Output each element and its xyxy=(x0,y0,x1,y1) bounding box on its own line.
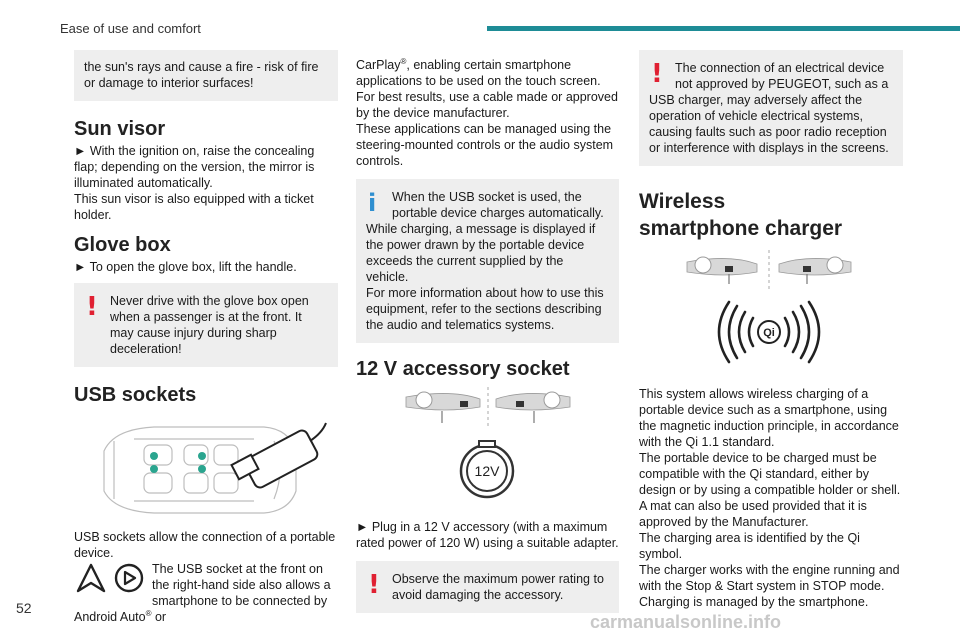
usb-dot xyxy=(198,465,206,473)
dashboard-location-illustration xyxy=(356,383,619,433)
wireless-text-5: The charger works with the engine running and with the Stop & Start system in STOP mode. xyxy=(639,563,900,593)
socket-warning-text: Observe the maximum power rating to avoid damaging the accessory. xyxy=(392,572,604,602)
wireless-heading: Wireless smartphone charger xyxy=(639,190,843,240)
glove-box-text-1: ► To open the glove box, lift the handle. xyxy=(74,260,297,274)
usb-info-text-2: While charging, a message is displayed if the power drawn by the portable device exceeds the current supplied by the vehicle. xyxy=(366,222,596,284)
socket-heading: 12 V accessory socket xyxy=(356,358,570,380)
header-accent-bar xyxy=(487,26,960,31)
socket-12v-label: 12V xyxy=(474,463,500,479)
wireless-text-1: This system allows wireless charging of a portable device such as a smartphone, using the magnetic induction principle, in accordance with the Qi 1.1 standard. xyxy=(639,387,899,449)
socket-warning xyxy=(356,561,619,613)
wireless-text-6: Charging is managed by the smartphone. xyxy=(639,595,869,609)
usb-android-paragraph xyxy=(74,561,338,625)
warning-icon: ! xyxy=(368,570,380,600)
sun-visor-heading: Sun visor xyxy=(74,118,166,140)
column-1 xyxy=(74,50,338,625)
glove-box-warning xyxy=(74,283,338,367)
sun-visor-text-2: This sun visor is also equipped with a ticket holder. xyxy=(74,192,314,222)
usb-text-2-end: or xyxy=(151,610,167,624)
page-number: 52 xyxy=(16,600,32,616)
usb-text-2: The USB socket at the front on the right-hand side also allows a smartphone to be connected by Android Auto xyxy=(74,562,331,624)
device-warning-rest: USB charger, may adversely affect the operation of vehicle electrical systems, causing faults such as poor radio reception or interference with displays in the screens. xyxy=(649,93,889,155)
usb-dot xyxy=(198,452,206,460)
usb-car-illustration xyxy=(74,411,338,521)
usb-info-lead: When the USB socket is used, the portable device charges automatically. xyxy=(392,190,604,220)
usb-dot xyxy=(150,452,158,460)
glove-box-heading: Glove box xyxy=(74,234,171,256)
usb-dot xyxy=(150,465,158,473)
usb-sockets-heading: USB sockets xyxy=(74,384,197,406)
fire-risk-text: the sun's rays and cause a fire - risk of fire or damage to interior surfaces! xyxy=(84,60,319,90)
info-icon: i xyxy=(368,189,377,217)
fire-risk-note xyxy=(74,50,338,101)
usb-text-1: USB sockets allow the connection of a portable device. xyxy=(74,530,336,560)
column-3 xyxy=(639,50,903,610)
qi-label: Qi xyxy=(763,327,775,339)
warning-icon: ! xyxy=(86,292,98,322)
section-header: Ease of use and comfort xyxy=(60,21,201,36)
carplay-icon xyxy=(112,561,146,595)
android-auto-icon xyxy=(74,561,108,595)
controls-text: These applications can be managed using the steering-mounted controls or the audio system controls. xyxy=(356,122,614,168)
wireless-text-3: A mat can also be used provided that it is approved by the Manufacturer. xyxy=(639,499,867,529)
carplay-text-rest: , enabling certain smartphone applications to be used on the touch screen. xyxy=(356,58,601,88)
sun-visor-text-1: ► With the ignition on, raise the concealing flap; depending on the version, the mirror is illuminated automatically. xyxy=(74,144,315,190)
registered-mark: ® xyxy=(400,56,407,66)
wireless-text-4: The charging area is identified by the Qi symbol. xyxy=(639,531,860,561)
socket-12v-icon xyxy=(356,437,619,501)
glove-box-warning-text: Never drive with the glove box open when a passenger is at the front. It may cause injury during sharp deceleration! xyxy=(110,294,309,356)
wireless-text-2: The portable device to be charged must be compatible with the Qi standard, either by design or by using a compatible holder or shell. xyxy=(639,451,901,497)
watermark: carmanualsonline.info xyxy=(590,612,782,632)
device-warning-lead: The connection of an electrical device not approved by PEUGEOT, such as a xyxy=(675,61,889,91)
usb-app-icons xyxy=(74,561,146,595)
carplay-word: CarPlay xyxy=(356,58,401,72)
charger-location-illustration xyxy=(639,248,903,294)
socket-text-1: ► Plug in a 12 V accessory (with a maximum rated power of 120 W) using a suitable adapter. xyxy=(356,520,619,550)
carplay-text xyxy=(356,57,619,89)
qi-wireless-icon xyxy=(639,298,903,366)
usb-info-note xyxy=(356,179,619,343)
warning-icon: ! xyxy=(651,59,663,89)
device-approval-warning xyxy=(639,50,903,166)
registered-mark: ® xyxy=(145,608,152,618)
usb-info-text-3: For more information about how to use this equipment, refer to the sections describing the audio and telematics systems. xyxy=(366,286,604,332)
column-2 xyxy=(356,50,619,623)
cable-text: For best results, use a cable made or approved by the device manufacturer. xyxy=(356,90,618,120)
